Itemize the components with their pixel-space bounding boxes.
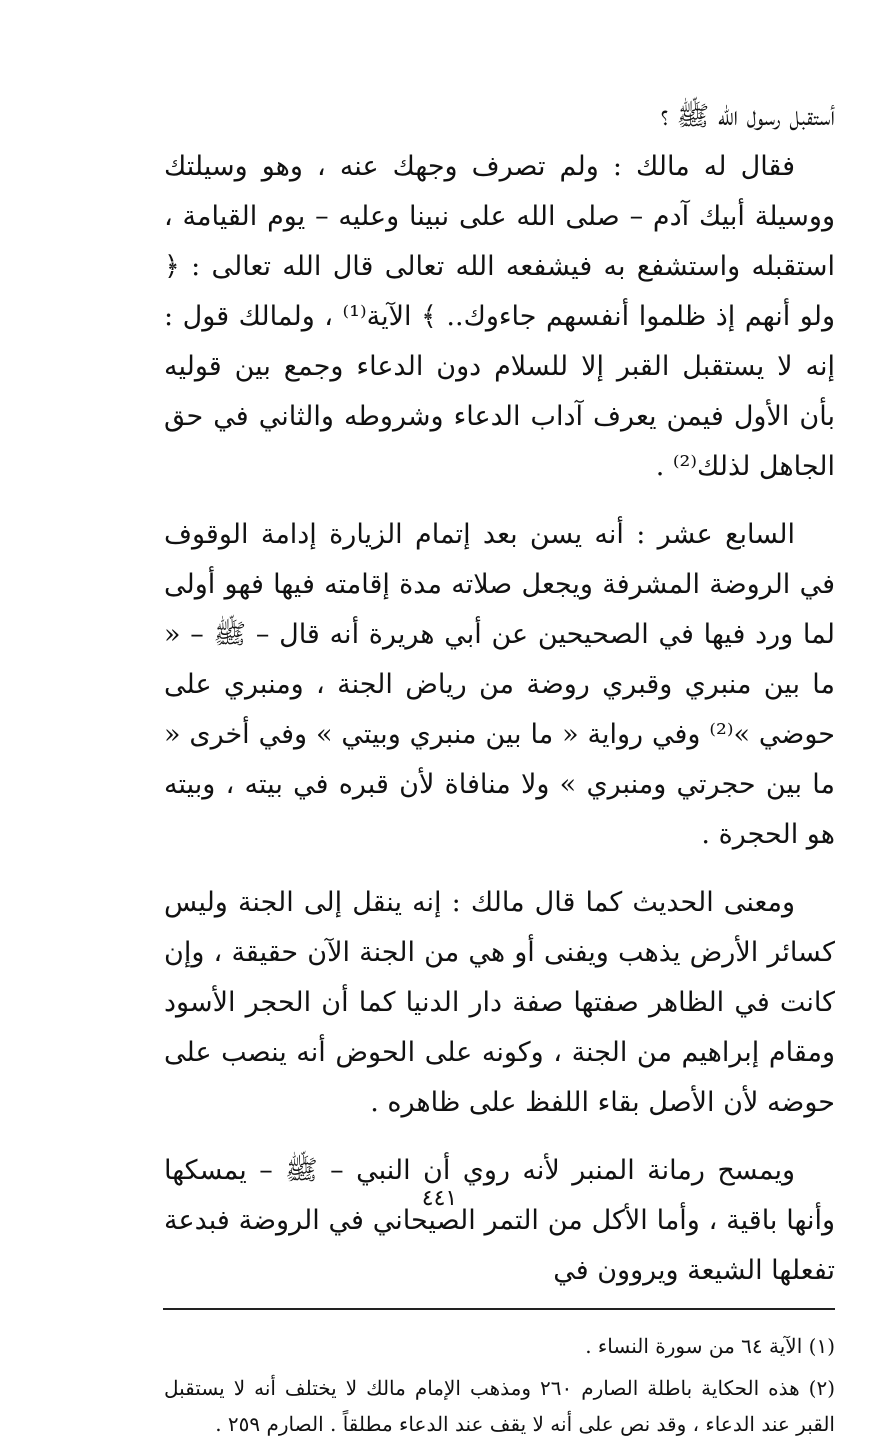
main-text: [164, 92, 835, 1296]
paragraph-malik-reply: فقال له مالك : ولم تصرف وجهك عنه ، وهو وسيلتك ووسيلة أبيك آدم – صلى الله على نبينا وعليه – يوم القيامة ، استقبله واستشفع به فيشفعه الله تعالى قال الله تعالى : ﴿ ولو أنهم إذ ظلموا أنفسهم جاءوك.. ﴾ الآية⁽¹⁾ ، ولمالك قول : إنه لا يستقبل القبر إلا للسلام دون الدعاء وجمع بين قوليه بأن الأول فيمن يعرف آداب الدعاء وشروطه والثاني في حق الجاهل لذلك⁽²⁾ .: [164, 151, 835, 482]
footnote-divider: [163, 1308, 835, 1310]
paragraph-seventeenth: السابع عشر : أنه يسن بعد إتمام الزيارة إدامة الوقوف في الروضة المشرفة ويجعل صلاته مدة إقامته فيها فهو أولى لما ورد فيها في الصحيحين عن أبي هريرة أنه قال – ﷺ – « ما بين منبري وقبري روضة من رياض الجنة ، ومنبري على حوضي »⁽²⁾ وفي رواية « ما بين منبري وبيتي » وفي أخرى « ما بين حجرتي ومنبري » ولا منافاة لأن قبره في بيته ، وبيته هو الحجرة .: [164, 519, 835, 850]
paragraph-continuation: أستقبل رسول الله ﷺ ؟: [660, 101, 835, 132]
page-number: ٤٤١: [421, 1186, 458, 1211]
footnote-2: (٢) هذه الحكاية باطلة الصارم ٢٦٠ ومذهب الإمام مالك لا يختلف أنه لا يستقبل القبر عند الدعاء ، وقد نص على أنه لا يقف عند الدعاء مطلقاً . الصارم ٢٥٩ .: [164, 1376, 836, 1436]
footnote-1: (١) الآية ٦٤ من سورة النساء .: [585, 1334, 835, 1358]
paragraph-minbar: ويمسح رمانة المنبر لأنه روي أن النبي – ﷺ – يمسكها وأنها باقية ، وأما الأكل من التمر الصيحاني في الروضة فبدعة تفعلها الشيعة ويروون في: [164, 1155, 835, 1286]
footnotes: [164, 1328, 835, 1442]
paragraph-hadith-meaning: ومعنى الحديث كما قال مالك : إنه ينقل إلى الجنة وليس كسائر الأرض يذهب ويفنى أو هي من الجنة الآن حقيقة ، وإن كانت في الظاهر صفتها صفة دار الدنيا كما أن الحجر الأسود ومقام إبراهيم من الجنة ، وكونه على الحوض أنه ينصب على حوضه لأن الأصل بقاء اللفظ على ظاهره .: [164, 887, 835, 1118]
